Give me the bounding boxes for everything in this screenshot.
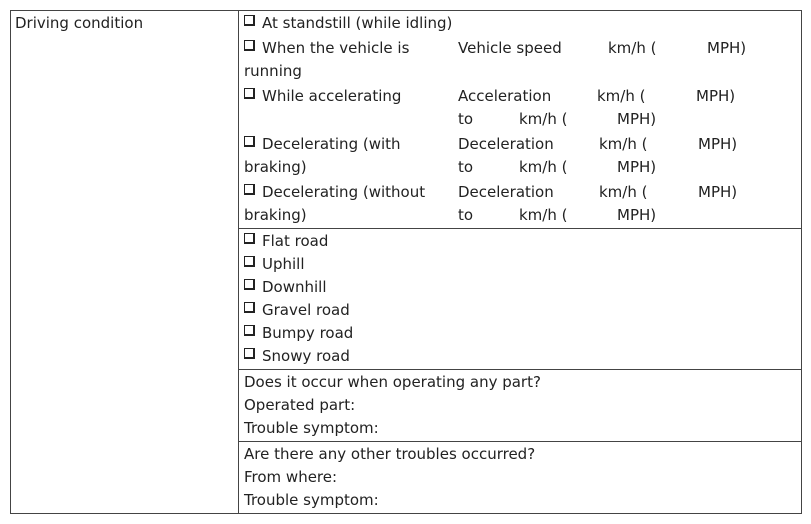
acceleration-to-mph: MPH) [617,110,657,128]
vehicle-speed-mph: MPH) [707,39,747,57]
checkbox-icon[interactable] [244,88,255,99]
checkbox-icon[interactable] [244,256,255,267]
from-where-label: From where: [244,468,338,486]
checkbox-icon[interactable] [244,40,255,51]
checkbox-icon[interactable] [244,348,255,359]
decel-no-braking-to: to [458,206,474,224]
decel-braking-mph: MPH) [698,135,738,153]
decel-braking-to-mph: MPH) [617,158,657,176]
option-snowy-road[interactable]: Snowy road [244,345,350,368]
decel-no-braking-to-mph: MPH) [617,206,657,224]
checkbox-icon[interactable] [244,302,255,313]
option-decel-braking-cont: braking) [244,158,307,176]
decel-no-braking-to-kmh: km/h ( [519,206,568,224]
decel-no-braking-kmh: km/h ( [599,183,648,201]
option-running-cont: running [244,62,302,80]
option-uphill[interactable]: Uphill [244,253,305,276]
decel-braking-to: to [458,158,474,176]
table-border-right [801,10,802,514]
table-border-left [10,10,11,514]
checkbox-icon[interactable] [244,233,255,244]
decel-braking-label: Deceleration [458,135,554,153]
operation-symptom-label: Trouble symptom: [244,419,379,437]
table-border-top [10,10,802,11]
driving-condition-table [10,10,802,514]
acceleration-to-kmh: km/h ( [519,110,568,128]
decel-braking-to-kmh: km/h ( [519,158,568,176]
option-running[interactable]: When the vehicle is [244,37,409,60]
acceleration-label: Acceleration [458,87,552,105]
acceleration-kmh: km/h ( [597,87,646,105]
option-decel-braking[interactable]: Decelerating (with [244,133,401,156]
checkbox-icon[interactable] [244,15,255,26]
checkbox-icon[interactable] [244,279,255,290]
option-downhill[interactable]: Downhill [244,276,327,299]
operation-question: Does it occur when operating any part? [244,373,541,391]
acceleration-to: to [458,110,474,128]
checkbox-icon[interactable] [244,136,255,147]
option-gravel-road[interactable]: Gravel road [244,299,350,322]
option-decel-no-braking-cont: braking) [244,206,307,224]
vehicle-speed-label: Vehicle speed [458,39,562,57]
row-divider-road [238,228,802,229]
option-flat-road[interactable]: Flat road [244,230,328,253]
row-label: Driving condition [15,14,144,32]
option-bumpy-road[interactable]: Bumpy road [244,322,353,345]
decel-braking-kmh: km/h ( [599,135,648,153]
option-standstill[interactable]: At standstill (while idling) [244,12,452,35]
checkbox-icon[interactable] [244,325,255,336]
row-divider-operation [238,369,802,370]
operated-part-label: Operated part: [244,396,356,414]
table-column-divider [238,10,239,514]
checkbox-icon[interactable] [244,184,255,195]
vehicle-speed-kmh: km/h ( [608,39,657,57]
row-divider-other [238,441,802,442]
other-symptom-label: Trouble symptom: [244,491,379,509]
decel-no-braking-mph: MPH) [698,183,738,201]
acceleration-mph: MPH) [696,87,736,105]
option-decel-no-braking[interactable]: Decelerating (without [244,181,425,204]
option-accelerating[interactable]: While accelerating [244,85,401,108]
other-troubles-question: Are there any other troubles occurred? [244,445,536,463]
decel-no-braking-label: Deceleration [458,183,554,201]
table-border-bottom [10,513,802,514]
